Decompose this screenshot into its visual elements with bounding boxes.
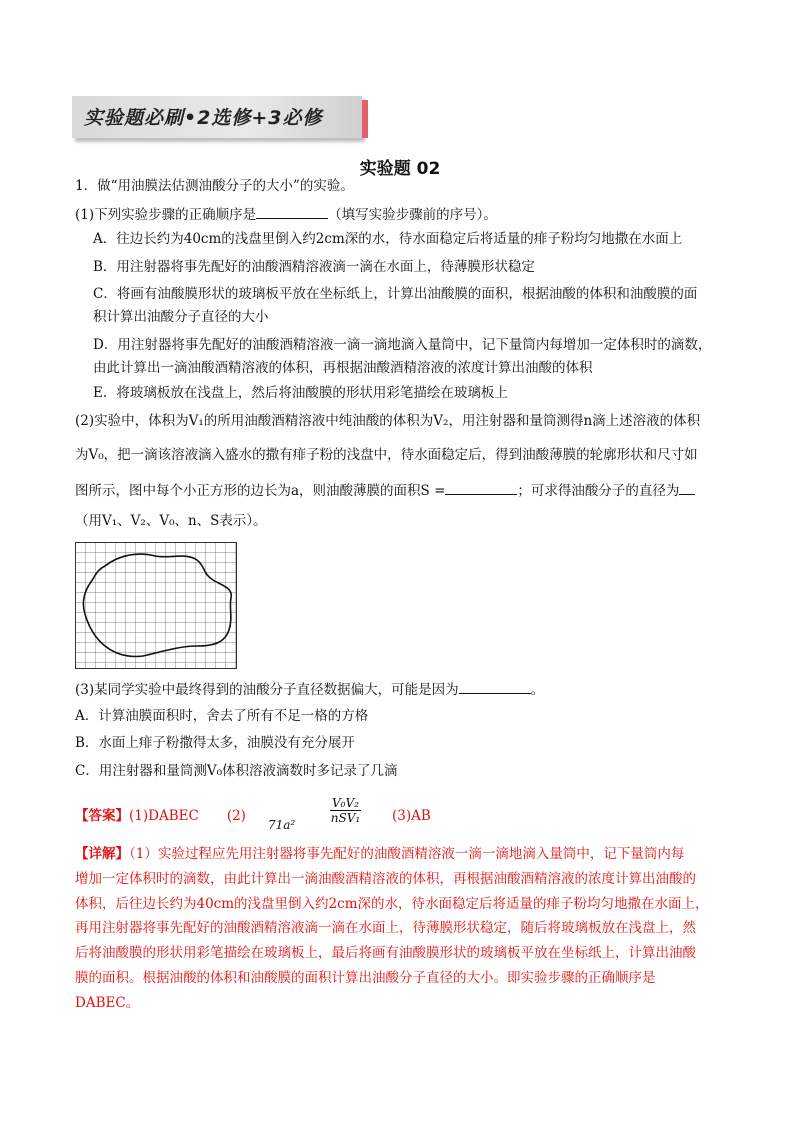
section-banner (72, 96, 362, 138)
part3-prompt (75, 679, 544, 699)
part1-blank (256, 204, 328, 219)
fraction-numerator: V₀V₂ (332, 796, 359, 810)
answer-area-expr: 71a² (268, 818, 296, 832)
part1-text: (1)下列实验步骤的正确顺序是 (75, 207, 257, 223)
answer-part2-label: (2) (226, 808, 246, 824)
oil-film-grid-figure (75, 542, 237, 669)
answer-part3: (3)AB (392, 808, 431, 824)
page-title: 实验题 02 (359, 159, 441, 179)
part2-diameter-text: ；可求得油酸分子的直径为 (517, 483, 680, 499)
grid-lines (76, 543, 237, 669)
part2-line3 (75, 480, 695, 500)
option-b: B．用注射器将事先配好的油酸酒精溶液滴一滴在水面上，待薄膜形状稳定 (93, 259, 535, 275)
option-d-line2: 由此计算出一滴油酸酒精溶液的体积，再根据油酸酒精溶液的浓度计算出油酸的体积 (93, 360, 593, 376)
detail-line4: 再用注射器将事先配好的油酸酒精溶液滴一滴在水面上，待薄膜形状稳定，随后将玻璃板放在浅盘上，然 (75, 920, 696, 936)
detail-line3: 体积，后往边长约为40cm的浅盘里倒入约2cm深的水，待水面稳定后将适量的痱子粉均匀地撒在水面上， (75, 896, 709, 912)
option-c-line2: 积计算出油酸分子直径的大小 (93, 309, 269, 325)
question-stem: 1．做“用油膜法估测油酸分子的大小”的实验。 (75, 178, 354, 194)
part1-prompt (75, 204, 497, 224)
answer-diameter-fraction (330, 796, 361, 825)
detail-line5: 后将油酸膜的形状用彩笔描绘在玻璃板上，最后将画有油酸膜形状的玻璃板平放在坐标纸上，计算出油酸 (75, 945, 696, 961)
part3-end: 。 (530, 682, 545, 698)
answer-line (75, 807, 246, 825)
part3-option-b: B．水面上痱子粉撒得太多，油膜没有充分展开 (75, 735, 355, 751)
detail-line6: 膜的面积。根据油酸的体积和油酸膜的面积计算出油酸分子直径的大小。即实验步骤的正确顺序是 (75, 970, 656, 986)
part3-text: (3)某同学实验中最终得到的油酸分子直径数据偏大，可能是因为 (75, 682, 459, 698)
part3-blank (459, 679, 531, 694)
answer-part1: (1)DABEC (129, 808, 199, 824)
banner-text: 实验题必刷•2选修+3必修 (84, 107, 323, 129)
option-e: E．将玻璃板放在浅盘上，然后将油酸膜的形状用彩笔描绘在玻璃板上 (93, 385, 508, 401)
detail-text-1: （1）实验过程应先用注射器将事先配好的油酸酒精溶液一滴一滴地滴入量筒中，记下量筒内每 (129, 846, 685, 862)
part3-option-c: C．用注射器和量筒测V₀体积溶液滴数时多记录了几滴 (75, 763, 398, 779)
option-a: A．往边长约为40cm的浅盘里倒入约2cm深的水，待水面稳定后将适量的痱子粉均匀地撒在水面上 (93, 231, 683, 247)
option-c-line1: C．将画有油酸膜形状的玻璃板平放在坐标纸上，计算出油酸膜的面积，根据油酸的体积和油酸膜的面 (93, 286, 698, 302)
detail-line1 (75, 845, 684, 863)
part2-line1: (2)实验中，体积为V₁的所用油酸酒精溶液中纯油酸的体积为V₂，用注射器和量筒测得n滴上述溶液的体积 (75, 413, 701, 429)
part2-line2: 为V₀，把一滴该溶液滴入盛水的撒有痱子粉的浅盘中，待水面稳定后，得到油酸薄膜的轮廓形状和尺寸如 (75, 447, 698, 463)
part2-area-text: 图所示，图中每个小正方形的边长为a，则油酸薄膜的面积S = (75, 483, 446, 499)
answer-tag: 【答案】 (75, 808, 129, 824)
area-blank (445, 480, 517, 495)
diameter-blank (679, 480, 695, 495)
banner-accent (362, 100, 368, 138)
option-d-line1: D．用注射器将事先配好的油酸酒精溶液一滴一滴地滴入量筒中，记下量筒内每增加一定体积时的滴数， (93, 337, 712, 353)
fraction-denominator: nSV₁ (330, 811, 361, 825)
detail-tag: 【详解】 (75, 846, 129, 862)
answer-area (268, 818, 295, 832)
part2-line4: （用V₁、V₂、V₀、n、S表示）。 (75, 513, 267, 529)
grid-svg (75, 542, 237, 669)
detail-line7: DABEC。 (75, 995, 140, 1011)
detail-line2: 增加一定体积时的滴数，由此计算出一滴油酸酒精溶液的体积，再根据油酸酒精溶液的浓度计算出油酸的 (75, 871, 696, 887)
part3-option-a: A．计算油膜面积时，舍去了所有不足一格的方格 (75, 708, 369, 724)
part1-hint: （填写实验步骤前的序号）。 (328, 207, 497, 223)
